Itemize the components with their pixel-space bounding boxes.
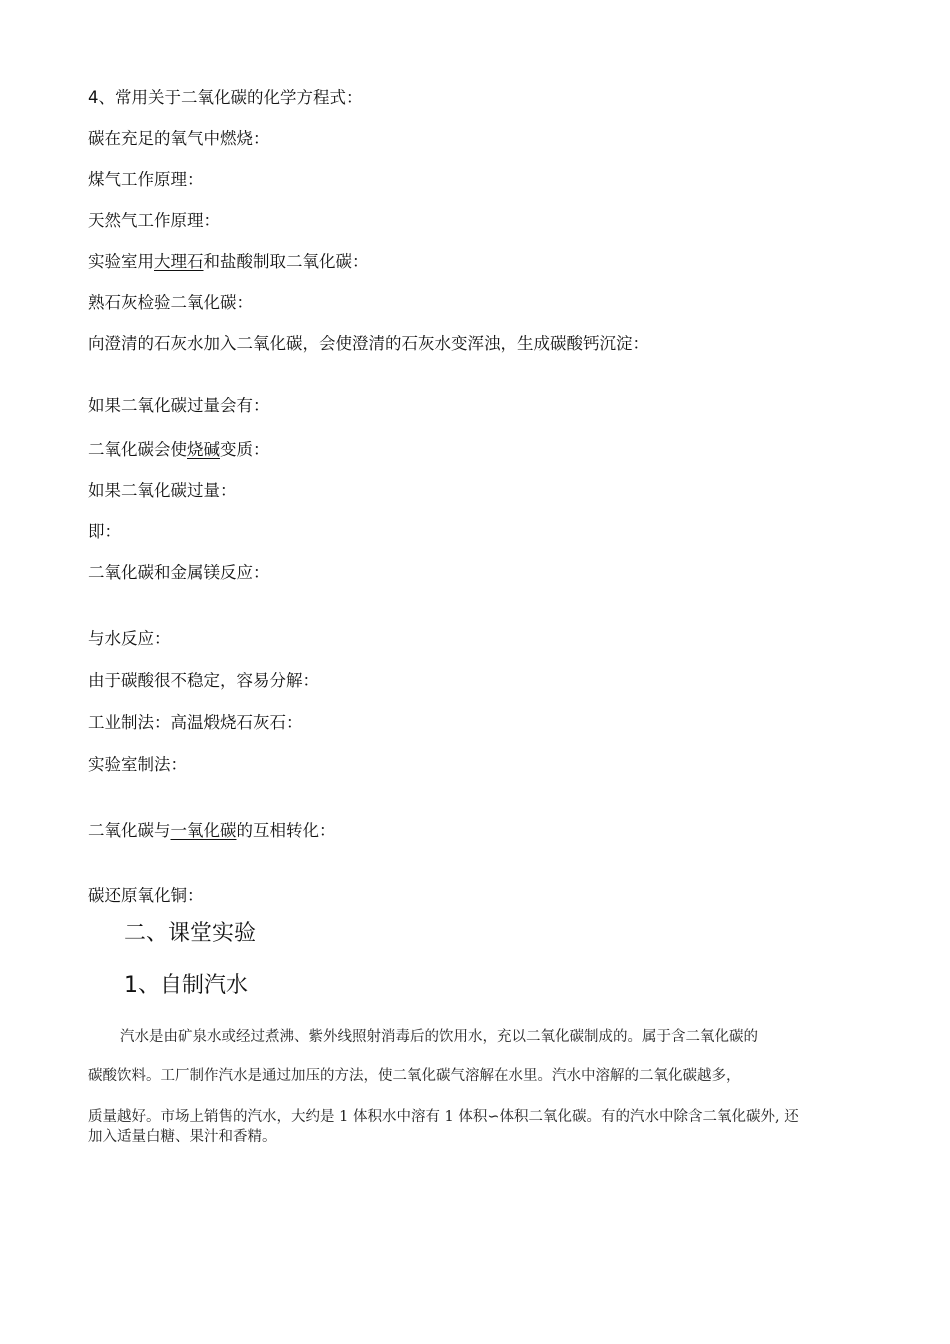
item-excess-co2-2: 如果二氧化碳过量： xyxy=(88,481,237,500)
caustic-suffix: 变质： xyxy=(220,440,270,459)
conversion-suffix: 的互相转化： xyxy=(236,821,336,840)
item-namely: 即： xyxy=(88,522,121,541)
item-lab-method: 实验室制法： xyxy=(88,755,187,774)
item-limewater-test: 熟石灰检验二氧化碳： xyxy=(88,293,253,312)
item-co-conversion xyxy=(88,820,336,842)
subsection-heading: 1、自制汽水 xyxy=(124,973,248,998)
soda-paragraph-line-1 xyxy=(88,1026,863,1048)
lab-prep-prefix: 实验室用 xyxy=(88,252,154,271)
item-excess-co2: 如果二氧化碳过量会有： xyxy=(88,396,270,415)
equations-title: 4、常用关于二氧化碳的化学方程式： xyxy=(88,88,363,107)
soda-paragraph-line-2: 碳酸饮料。工厂制作汽水是通过加压的方法，使二氧化碳气溶解在水里。汽水中溶解的二氧化碳越多， xyxy=(88,1068,741,1084)
item-industrial-method: 工业制法：高温煅烧石灰石： xyxy=(88,713,303,732)
soda-paragraph-line-3: 质量越好。市场上销售的汽水，大约是 1 体积水中溶有 1 体积∽体积二氧化碳。有的汽水中除含二氧化碳外, 还 xyxy=(88,1109,799,1125)
item-caustic-soda xyxy=(88,439,270,461)
item-carbon-combustion: 碳在充足的氧气中燃烧： xyxy=(88,129,270,148)
marble-link[interactable]: 大理石 xyxy=(154,252,204,271)
item-carbonic-decompose: 由于碳酸很不稳定，容易分解： xyxy=(88,671,319,690)
item-natural-gas: 天然气工作原理： xyxy=(88,211,220,230)
caustic-soda-link[interactable]: 烧碱 xyxy=(187,440,220,459)
item-limewater-turbid: 向澄清的石灰水加入二氧化碳，会使澄清的石灰水变浑浊，生成碳酸钙沉淀： xyxy=(88,334,649,353)
item-magnesium: 二氧化碳和金属镁反应： xyxy=(88,563,270,582)
caustic-prefix: 二氧化碳会使 xyxy=(88,440,187,459)
item-coal-gas: 煤气工作原理： xyxy=(88,170,204,189)
paragraph-text-1: 汽水是由矿泉水或经过煮沸、紫外线照射消毒后的饮用水，充以二氧化碳制成的。属于含二氧化碳的 xyxy=(120,1029,758,1045)
item-copper-oxide: 碳还原氧化铜： xyxy=(88,886,204,905)
item-water-reaction: 与水反应： xyxy=(88,629,171,648)
item-lab-preparation xyxy=(88,251,369,273)
lab-prep-suffix: 和盐酸制取二氧化碳： xyxy=(203,252,369,271)
section-heading: 二、课堂实验 xyxy=(124,921,257,946)
carbon-monoxide-link[interactable]: 一氧化碳 xyxy=(170,821,237,840)
conversion-prefix: 二氧化碳与 xyxy=(88,821,171,840)
soda-paragraph-line-4: 加入适量白糖、果汁和香精。 xyxy=(88,1129,277,1145)
